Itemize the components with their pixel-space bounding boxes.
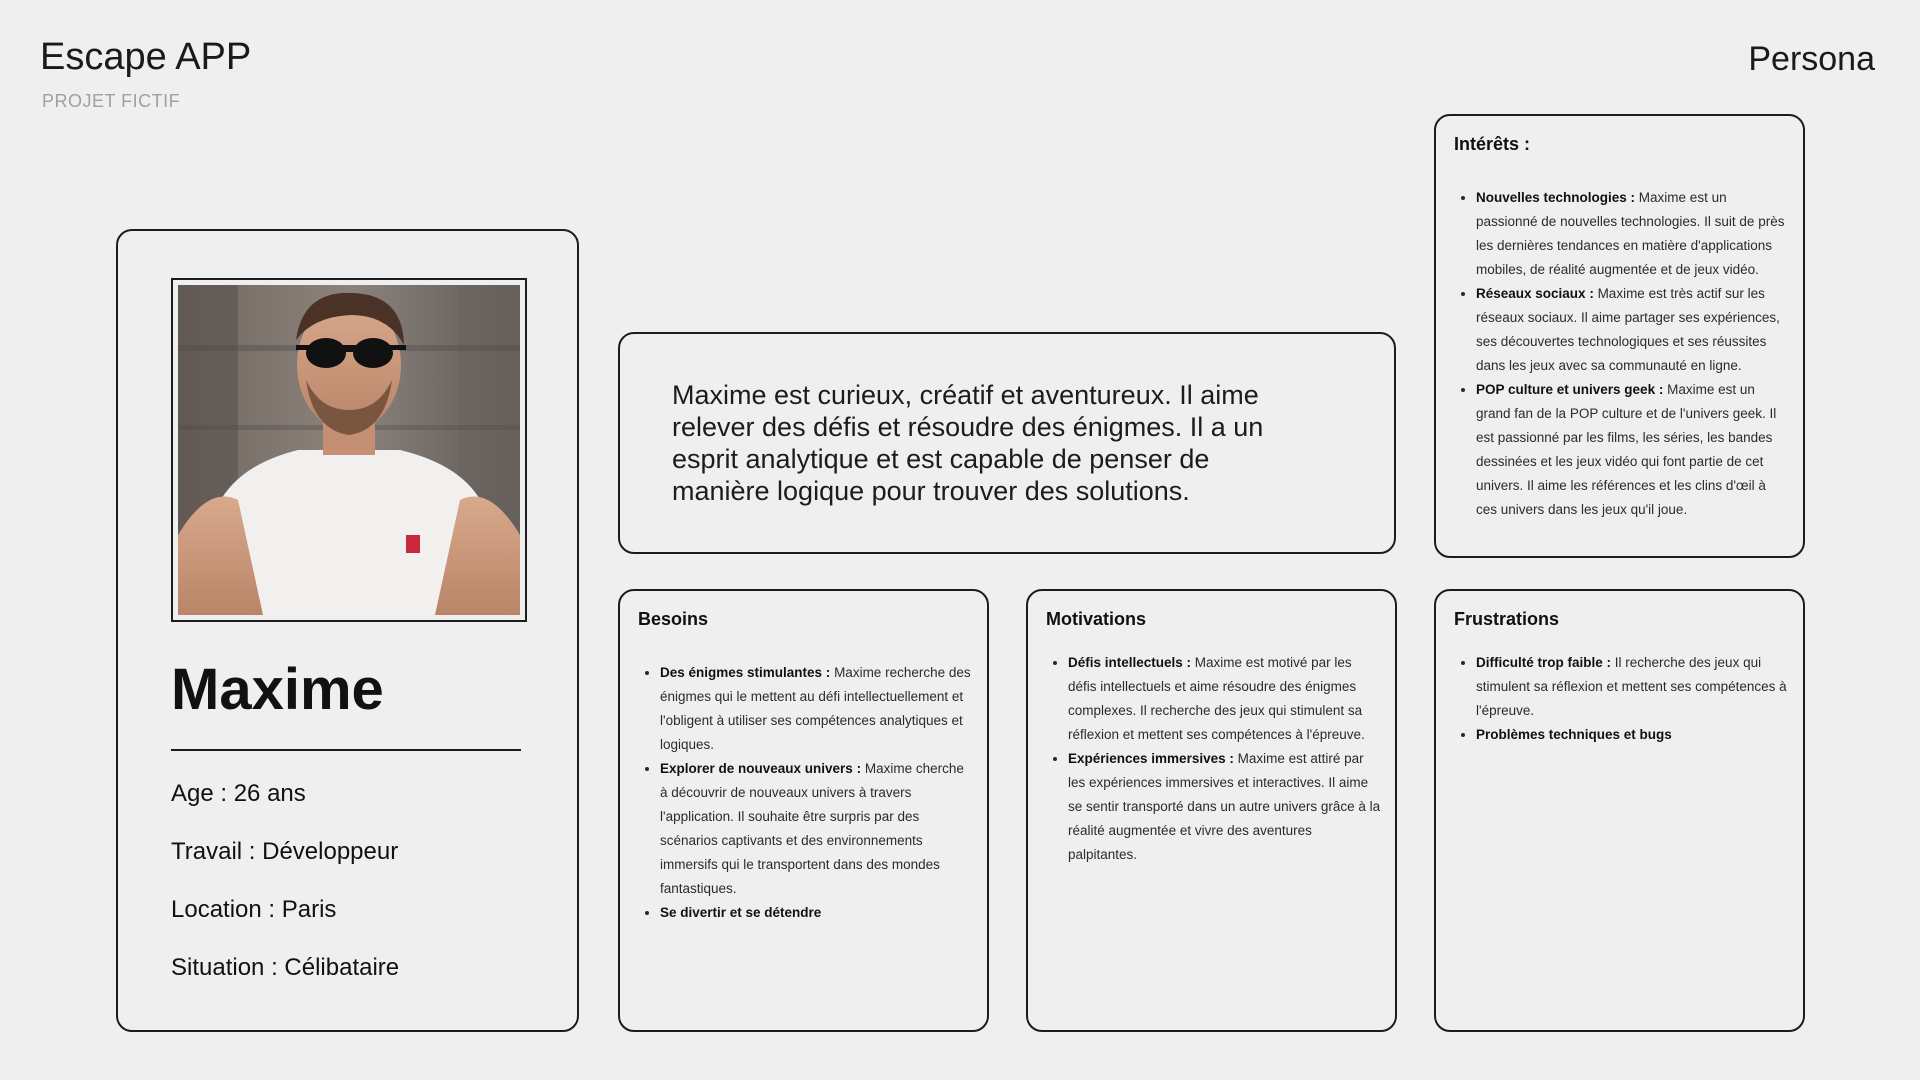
item-text: Maxime est motivé par les défis intellectuels et aime résoudre des énigmes complexes. Il recherche des jeux qui stimulent sa réflexion et mettent ses compétences à l'épreuve.	[1068, 655, 1365, 742]
list-item	[660, 901, 973, 925]
description-card	[618, 332, 1396, 554]
list-item	[1476, 282, 1789, 378]
fact-situation: Situation : Célibataire	[171, 954, 400, 981]
fact-age: Age : 26 ans	[171, 780, 306, 807]
motivations-card	[1026, 589, 1397, 1032]
item-term: Difficulté trop faible :	[1476, 655, 1611, 670]
needs-list	[638, 661, 973, 925]
list-item	[1068, 651, 1381, 747]
item-term: Défis intellectuels :	[1068, 655, 1192, 670]
item-term: Réseaux sociaux :	[1476, 286, 1594, 301]
profile-photo-frame	[171, 278, 527, 622]
profile-photo	[178, 285, 520, 615]
frustrations-card	[1434, 589, 1805, 1032]
page-label: Persona	[1748, 40, 1875, 78]
item-text: Maxime recherche des énigmes qui le mettent au défi intellectuellement et l'obligent à utiliser ses compétences analytiques et logiques.	[660, 665, 971, 752]
frustrations-title: Frustrations	[1454, 609, 1560, 629]
motivations-list	[1046, 651, 1381, 867]
app-title: Escape APP	[40, 36, 252, 78]
item-term: POP culture et univers geek :	[1476, 382, 1664, 397]
profile-divider	[171, 749, 521, 751]
item-text: Il recherche des jeux qui stimulent sa réflexion et mettent ses compétences à l'épreuve.	[1476, 655, 1787, 718]
item-text: Maxime est un passionné de nouvelles technologies. Il suit de près les dernières tendances en matière d'applications mobiles, de réalité augmentée et de jeux vidéo.	[1476, 190, 1785, 277]
interests-card	[1434, 114, 1805, 558]
profile-card	[116, 229, 579, 1032]
item-term: Expériences immersives :	[1068, 751, 1234, 766]
item-text: Maxime est un grand fan de la POP culture et de l'univers geek. Il est passionné par les films, les séries, les bandes dessinées et les jeux vidéo qui font partie de cet univers. Il aime les références et les clins d'œil à ces univers dans les jeux qu'il joue.	[1476, 382, 1777, 517]
frustrations-list	[1454, 651, 1789, 747]
profile-name: Maxime	[171, 657, 384, 722]
list-item	[1476, 651, 1789, 723]
app-subtitle: PROJET FICTIF	[42, 91, 181, 111]
item-text: Maxime cherche à découvrir de nouveaux univers à travers l'application. Il souhaite être surpris par des scénarios captivants et des environnements immersifs qui le transportent dans des mondes fantastiques.	[660, 761, 964, 896]
needs-card	[618, 589, 989, 1032]
interests-list	[1454, 186, 1789, 522]
interests-title: Intérêts :	[1454, 134, 1531, 154]
list-item	[1476, 723, 1789, 747]
item-text: Maxime est attiré par les expériences immersives et interactives. Il aime se sentir transporté dans un autre univers grâce à la réalité augmentée et vivre des aventures palpitantes.	[1068, 751, 1381, 862]
item-term: Explorer de nouveaux univers :	[660, 761, 862, 776]
item-term: Nouvelles technologies :	[1476, 190, 1636, 205]
item-term: Problèmes techniques et bugs	[1476, 727, 1672, 742]
item-text: Maxime est très actif sur les réseaux sociaux. Il aime partager ses expériences, ses découvertes technologiques et ses réussites dans les jeux avec sa communauté en ligne.	[1476, 286, 1780, 373]
description-text: Maxime est curieux, créatif et aventureux. Il aime relever des défis et résoudre des énigmes. Il a un esprit analytique et est capable de penser de manière logique pour trouver des solutions.	[672, 380, 1264, 506]
list-item	[660, 661, 973, 757]
fact-location: Location : Paris	[171, 896, 337, 923]
profile-facts	[171, 779, 399, 1011]
list-item	[1476, 186, 1789, 282]
item-term: Des énigmes stimulantes :	[660, 665, 831, 680]
fact-job: Travail : Développeur	[171, 838, 399, 865]
list-item	[1068, 747, 1381, 867]
item-term: Se divertir et se détendre	[660, 905, 822, 920]
list-item	[1476, 378, 1789, 522]
motivations-title: Motivations	[1046, 609, 1147, 629]
list-item	[660, 757, 973, 901]
needs-title: Besoins	[638, 609, 709, 629]
